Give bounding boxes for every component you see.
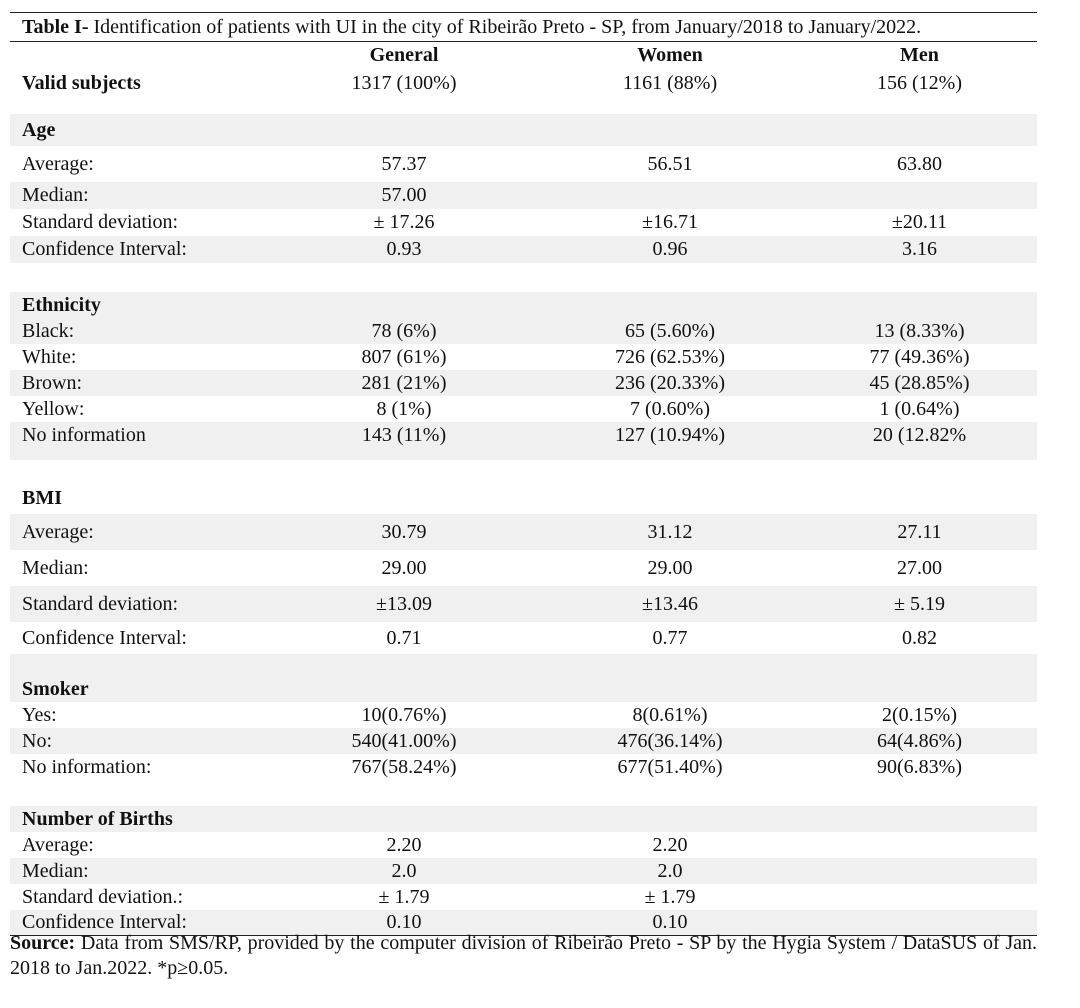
cell: 2.0	[270, 858, 538, 884]
cell: 78 (6%)	[270, 318, 538, 344]
table-row	[10, 550, 1037, 586]
table-row	[10, 344, 1037, 370]
cell: ± 17.26	[373, 211, 435, 233]
cell: ± 1.79	[644, 885, 696, 908]
section-title-ethnicity: Ethnicity	[10, 292, 1037, 318]
row-label: Median:	[10, 858, 270, 884]
col-header-men: Men	[900, 43, 939, 66]
cell: 30.79	[270, 514, 538, 550]
cell	[802, 858, 1037, 884]
cell: 767(58.24%)	[351, 755, 457, 778]
cell: 45 (28.85%)	[802, 370, 1037, 396]
row-label: Average:	[22, 152, 94, 175]
section-heading-row	[10, 806, 1037, 832]
table-row	[10, 422, 1037, 448]
col-header-general: General	[369, 43, 439, 66]
row-label: Median:	[22, 556, 89, 579]
source-label: Source:	[10, 932, 76, 954]
section-title-age: Age	[10, 114, 1037, 146]
cell: 281 (21%)	[270, 370, 538, 396]
cell: 31.12	[538, 514, 802, 550]
valid-subjects-row	[10, 68, 1037, 98]
table-row	[10, 236, 1037, 263]
cell: 1317 (100%)	[351, 71, 457, 94]
section-title-births: Number of Births	[10, 806, 1037, 832]
source-text: Data from SMS/RP, provided by the computer division of Ribeirão Preto - SP by the Hygia System / DataSUS of Jan. 2018 to Jan.2022. *p≥0.05.	[10, 932, 1038, 979]
cell	[802, 182, 1037, 209]
section-title-bmi: BMI	[22, 486, 62, 509]
cell: 10(0.76%)	[361, 703, 447, 726]
caption-text: Identification of patients with UI in the city of Ribeirão Preto - SP, from January/2018 to January/2022.	[93, 16, 922, 38]
row-label: White:	[22, 345, 77, 368]
cell: ±13.46	[538, 586, 802, 622]
cell: 143 (11%)	[270, 422, 538, 448]
cell: 127 (10.94%)	[538, 422, 802, 448]
cell: 20 (12.82%	[802, 422, 1037, 448]
cell	[802, 884, 1037, 910]
cell: 2(0.15%)	[882, 703, 957, 726]
col-header-women: Women	[637, 43, 703, 66]
row-label: No information	[10, 422, 270, 448]
section-heading-row	[10, 292, 1037, 318]
cell: 1161 (88%)	[622, 71, 718, 94]
table-row	[10, 832, 1037, 858]
cell: 0.71	[386, 626, 422, 649]
cell: 3.16	[802, 236, 1037, 263]
table-row	[10, 514, 1037, 550]
row-label: Standard deviation.:	[22, 885, 184, 908]
cell: ± 1.79	[378, 885, 430, 908]
row-label: No information:	[22, 755, 152, 778]
cell: 1 (0.64%)	[879, 397, 960, 420]
section-heading-row	[10, 114, 1037, 146]
table-row	[10, 209, 1037, 236]
cell: 0.93	[270, 236, 538, 263]
row-label: Confidence Interval:	[22, 626, 187, 649]
cell	[538, 182, 802, 209]
cell: ±16.71	[642, 211, 698, 233]
cell: 29.00	[381, 556, 427, 579]
row-label: Confidence Interval:	[10, 236, 270, 263]
data-table	[10, 42, 1037, 936]
cell: 677(51.40%)	[617, 755, 723, 778]
row-label: Average:	[10, 514, 270, 550]
cell: 0.10	[538, 910, 802, 935]
table-row	[10, 586, 1037, 622]
cell: 57.37	[381, 152, 427, 175]
row-label: Average:	[22, 833, 94, 856]
cell: 77 (49.36%)	[869, 345, 970, 368]
table-row	[10, 622, 1037, 654]
cell: 65 (5.60%)	[538, 318, 802, 344]
row-label: No:	[10, 728, 270, 754]
cell: 476(36.14%)	[538, 728, 802, 754]
cell: 0.10	[270, 910, 538, 935]
cell: 56.51	[647, 152, 693, 175]
cell: 2.20	[386, 833, 422, 856]
cell: 156 (12%)	[877, 71, 962, 94]
table-container	[10, 12, 1037, 936]
cell: 29.00	[647, 556, 693, 579]
section-heading-row	[10, 482, 1037, 514]
cell: 90(6.83%)	[877, 755, 962, 778]
table-row	[10, 754, 1037, 780]
cell: 2.20	[652, 833, 688, 856]
cell: ±13.09	[270, 586, 538, 622]
section-title-smoker: Smoker	[10, 676, 1037, 702]
cell: 7 (0.60%)	[630, 397, 710, 420]
row-label: Brown:	[10, 370, 270, 396]
cell: 8(0.61%)	[632, 703, 708, 726]
cell: 8 (1%)	[376, 397, 432, 420]
table-row	[10, 728, 1037, 754]
cell: 27.00	[897, 556, 942, 579]
row-label: Valid subjects	[22, 71, 141, 94]
table-row	[10, 318, 1037, 344]
table-row	[10, 884, 1037, 910]
header-row	[10, 42, 1037, 68]
caption-label: Table I-	[22, 16, 89, 38]
cell: 2.0	[538, 858, 802, 884]
row-label: Median:	[10, 182, 270, 209]
row-label: Black:	[10, 318, 270, 344]
cell: 0.96	[538, 236, 802, 263]
cell: 27.11	[802, 514, 1037, 550]
cell: 63.80	[897, 152, 942, 175]
row-label: Yes:	[22, 703, 57, 726]
cell: 726 (62.53%)	[615, 345, 725, 368]
row-label: Standard deviation:	[22, 211, 179, 233]
table-caption	[10, 12, 1037, 42]
cell: 807 (61%)	[361, 345, 447, 368]
table-row	[10, 182, 1037, 209]
source-note	[10, 931, 1037, 981]
table-row	[10, 702, 1037, 728]
table-row	[10, 146, 1037, 182]
row-label: Confidence Interval:	[10, 910, 270, 935]
cell: ±20.11	[891, 211, 948, 233]
cell: ± 5.19	[802, 586, 1037, 622]
row-label: Standard deviation:	[10, 586, 270, 622]
cell: 0.77	[652, 626, 688, 649]
cell: 64(4.86%)	[802, 728, 1037, 754]
cell: 13 (8.33%)	[802, 318, 1037, 344]
table-row	[10, 858, 1037, 884]
cell: 236 (20.33%)	[538, 370, 802, 396]
cell: 57.00	[270, 182, 538, 209]
table-row	[10, 396, 1037, 422]
cell: 0.82	[902, 626, 937, 649]
cell	[802, 832, 1037, 858]
table-row	[10, 370, 1037, 396]
section-heading-row	[10, 676, 1037, 702]
row-label: Yellow:	[22, 397, 85, 420]
cell: 540(41.00%)	[270, 728, 538, 754]
